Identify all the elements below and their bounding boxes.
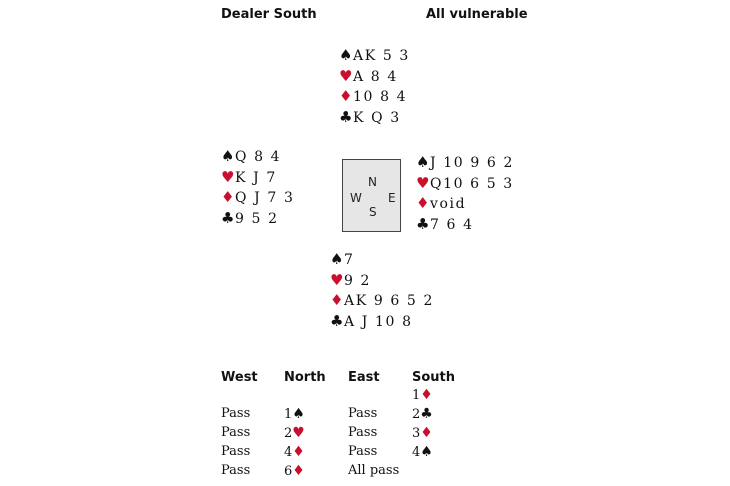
bid-text: Pass <box>348 444 378 459</box>
south-clubs: A J 10 8 <box>344 313 413 330</box>
auction-header-west: West <box>221 370 258 385</box>
bid-text: Pass <box>221 463 251 478</box>
south-hand <box>330 249 434 331</box>
auction-bid-south <box>412 425 433 441</box>
auction-bid-east <box>348 425 377 440</box>
auction-bid-west <box>221 444 250 459</box>
spade-icon: ♠ <box>420 444 433 460</box>
spade-icon: ♠ <box>330 250 344 268</box>
bid-text: 4 <box>412 445 421 460</box>
auction-bid-west <box>221 406 250 421</box>
diamond-icon: ♦ <box>292 463 305 479</box>
west-diamonds-row <box>221 187 294 208</box>
diamond-icon: ♦ <box>420 387 433 403</box>
auction-bid-south <box>412 406 433 422</box>
north-spades-row <box>339 45 410 66</box>
north-hearts-row <box>339 66 410 87</box>
compass-east: E <box>388 191 396 205</box>
auction-bid-south <box>412 444 433 460</box>
auction-bid-east <box>348 463 399 478</box>
bid-text: Pass <box>348 425 378 440</box>
north-clubs: K Q 3 <box>353 109 401 126</box>
south-hearts-row <box>330 270 434 291</box>
auction-bid-north <box>284 463 305 479</box>
auction-bid-east <box>348 444 377 459</box>
heart-icon: ♥ <box>292 425 305 441</box>
spade-icon: ♠ <box>221 147 235 165</box>
east-hearts: Q10 6 5 3 <box>430 175 514 192</box>
spade-icon: ♠ <box>416 153 430 171</box>
bid-text: 6 <box>284 464 293 479</box>
west-spades: Q 8 4 <box>235 149 282 165</box>
south-spades: 7 <box>344 252 355 268</box>
east-diamonds: void <box>430 196 467 212</box>
auction-bid-west <box>221 463 250 478</box>
auction-bid-north <box>284 406 305 422</box>
bid-text: 2 <box>284 426 293 441</box>
west-hearts: K J 7 <box>235 169 277 186</box>
west-hand <box>221 146 294 228</box>
compass-north: N <box>368 175 377 189</box>
club-icon: ♣ <box>330 311 344 330</box>
auction-header-north: North <box>284 370 326 385</box>
west-clubs-row <box>221 208 294 229</box>
north-diamonds-row <box>339 86 410 107</box>
auction-bid-south <box>412 387 433 403</box>
heart-icon: ♥ <box>339 66 353 85</box>
north-spades: AK 5 3 <box>353 48 410 64</box>
west-clubs: 9 5 2 <box>235 210 279 227</box>
east-clubs: 7 6 4 <box>430 216 474 233</box>
auction-bid-north <box>284 444 305 460</box>
club-icon: ♣ <box>416 214 430 233</box>
north-diamonds: 10 8 4 <box>353 89 408 105</box>
west-hearts-row <box>221 167 294 188</box>
bid-text: 3 <box>412 426 421 441</box>
compass-west: W <box>350 191 362 205</box>
auction-header-south: South <box>412 370 456 385</box>
diamond-icon: ♦ <box>292 444 305 460</box>
south-spades-row <box>330 249 434 270</box>
club-icon: ♣ <box>420 406 433 422</box>
west-diamonds: Q J 7 3 <box>235 190 295 206</box>
diamond-icon: ♦ <box>420 425 433 441</box>
heart-icon: ♥ <box>416 173 430 192</box>
west-spades-row <box>221 146 294 167</box>
diamond-icon: ♦ <box>221 188 235 206</box>
auction-header-east: East <box>348 370 380 385</box>
club-icon: ♣ <box>221 208 235 227</box>
club-icon: ♣ <box>339 107 353 126</box>
south-diamonds-row <box>330 290 434 311</box>
east-spades-row <box>416 152 514 173</box>
heart-icon: ♥ <box>330 270 344 289</box>
bid-text: 1 <box>284 407 293 422</box>
south-hearts: 9 2 <box>344 272 372 289</box>
vulnerability-label: All vulnerable <box>426 7 528 22</box>
auction-bid-north <box>284 425 305 441</box>
south-diamonds: AK 9 6 5 2 <box>344 293 434 309</box>
diamond-icon: ♦ <box>330 291 344 309</box>
spade-icon: ♠ <box>292 406 305 422</box>
east-hearts-row <box>416 173 514 194</box>
diamond-icon: ♦ <box>416 194 430 212</box>
bid-text: All pass <box>348 463 400 478</box>
bid-text: 2 <box>412 407 421 422</box>
north-clubs-row <box>339 107 410 128</box>
east-clubs-row <box>416 214 514 235</box>
diamond-icon: ♦ <box>339 87 353 105</box>
bid-text: 4 <box>284 445 293 460</box>
east-diamonds-row <box>416 193 514 214</box>
compass-south: S <box>369 205 377 219</box>
auction-bid-east <box>348 406 377 421</box>
auction-bid-west <box>221 425 250 440</box>
south-clubs-row <box>330 311 434 332</box>
bid-text: Pass <box>221 406 251 421</box>
compass-box <box>342 159 401 232</box>
dealer-label: Dealer South <box>221 7 317 22</box>
bid-text: Pass <box>221 425 251 440</box>
bid-text: Pass <box>221 444 251 459</box>
bid-text: Pass <box>348 406 378 421</box>
north-hand <box>339 45 410 127</box>
east-spades: J 10 9 6 2 <box>430 155 514 171</box>
spade-icon: ♠ <box>339 46 353 64</box>
east-hand <box>416 152 514 234</box>
bid-text: 1 <box>412 388 421 403</box>
heart-icon: ♥ <box>221 167 235 186</box>
north-hearts: A 8 4 <box>353 68 398 85</box>
